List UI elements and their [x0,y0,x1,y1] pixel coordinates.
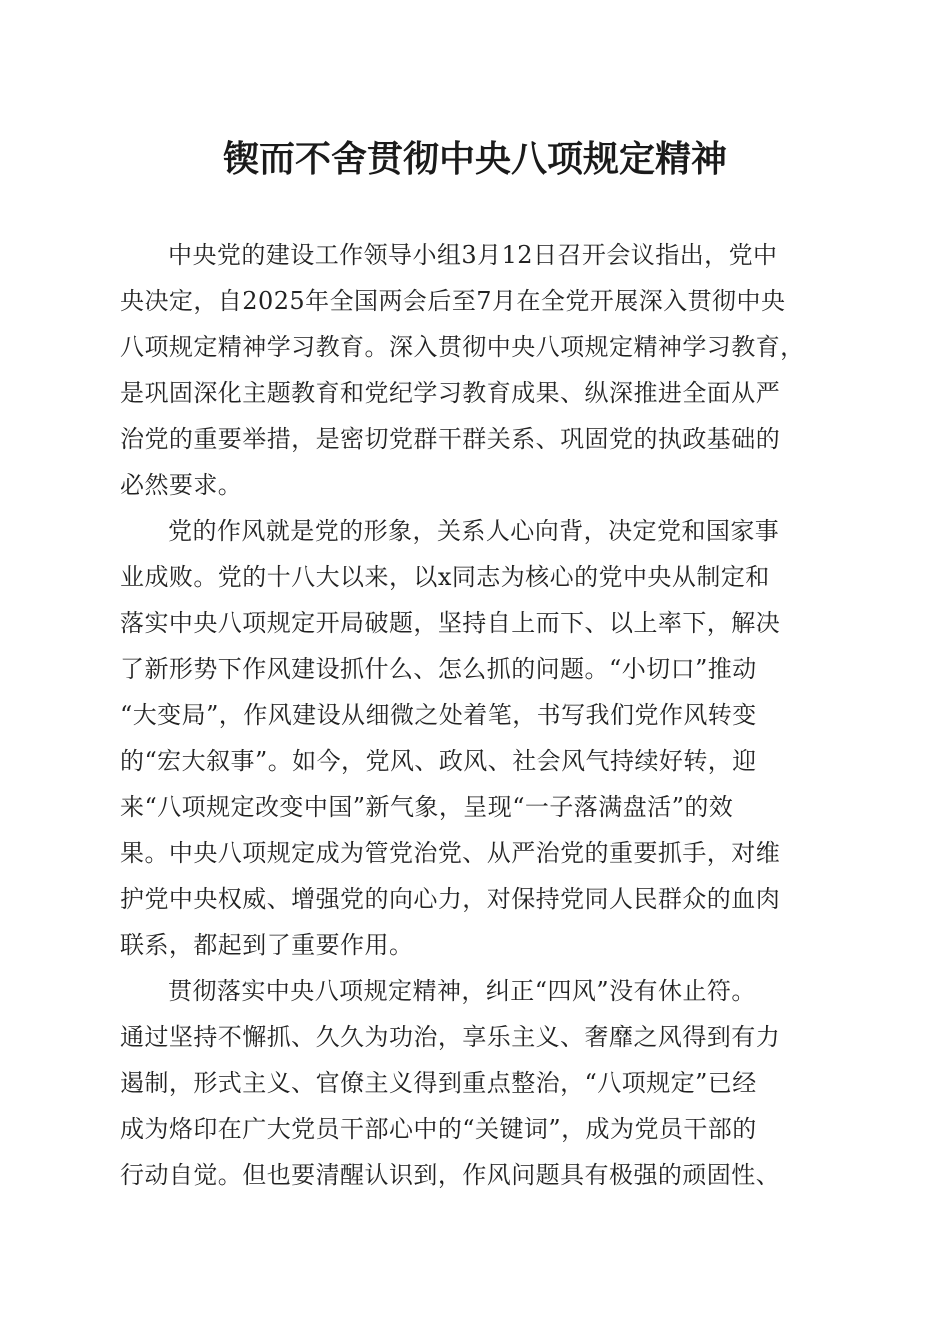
text-line: 中央党的建设工作领导小组3月12日召开会议指出，党中 [168,241,778,269]
text-line: 贯彻落实中央八项规定精神，纠正“四风”没有休止符。 [168,977,756,1005]
text-line: 必然要求。 [120,471,243,499]
text-line: 是巩固深化主题教育和党纪学习教育成果、纵深推进全面从严 [120,379,781,407]
text-line: 遏制，形式主义、官僚主义得到重点整治，“八项规定”已经 [120,1069,757,1097]
text-line: 业成败。党的十八大以来，以x同志为核心的党中央从制定和 [120,563,770,591]
document-body [120,232,836,1198]
text-line: 来“八项规定改变中国”新气象，呈现“一子落满盘活”的效 [120,793,734,821]
text-line: 落实中央八项规定开局破题，坚持自上而下、以上率下，解决 [120,609,781,637]
paragraph-1 [120,232,836,508]
text-line: 通过坚持不懈抓、久久为功治，享乐主义、奢靡之风得到有力 [120,1023,781,1051]
text-line: “大变局”，作风建设从细微之处着笔，书写我们党作风转变 [120,701,757,729]
text-line: 央决定，自2025年全国两会后至7月在全党开展深入贯彻中央 [120,287,786,315]
paragraph-3 [120,968,836,1198]
text-line: 了新形势下作风建设抓什么、怎么抓的问题。“小切口”推动 [120,655,757,683]
text-line: 联系，都起到了重要作用。 [120,931,414,959]
text-line: 护党中央权威、增强党的向心力，对保持党同人民群众的血肉 [120,885,781,913]
text-line: 治党的重要举措，是密切党群干群关系、巩固党的执政基础的 [120,425,781,453]
text-line: 党的作风就是党的形象，关系人心向背，决定党和国家事 [168,517,780,545]
text-line: 果。中央八项规定成为管党治党、从严治党的重要抓手，对维 [120,839,781,867]
document-title: 锲而不舍贯彻中央八项规定精神 [222,138,727,180]
text-line: 成为烙印在广大党员干部心中的“关键词”，成为党员干部的 [120,1115,757,1143]
text-line: 行动自觉。但也要清醒认识到，作风问题具有极强的顽固性、 [120,1161,781,1189]
paragraph-2 [120,508,836,968]
text-line: 八项规定精神学习教育。深入贯彻中央八项规定精神学习教育， [120,333,805,361]
text-line: 的“宏大叙事”。如今，党风、政风、社会风气持续好转，迎 [120,747,757,775]
